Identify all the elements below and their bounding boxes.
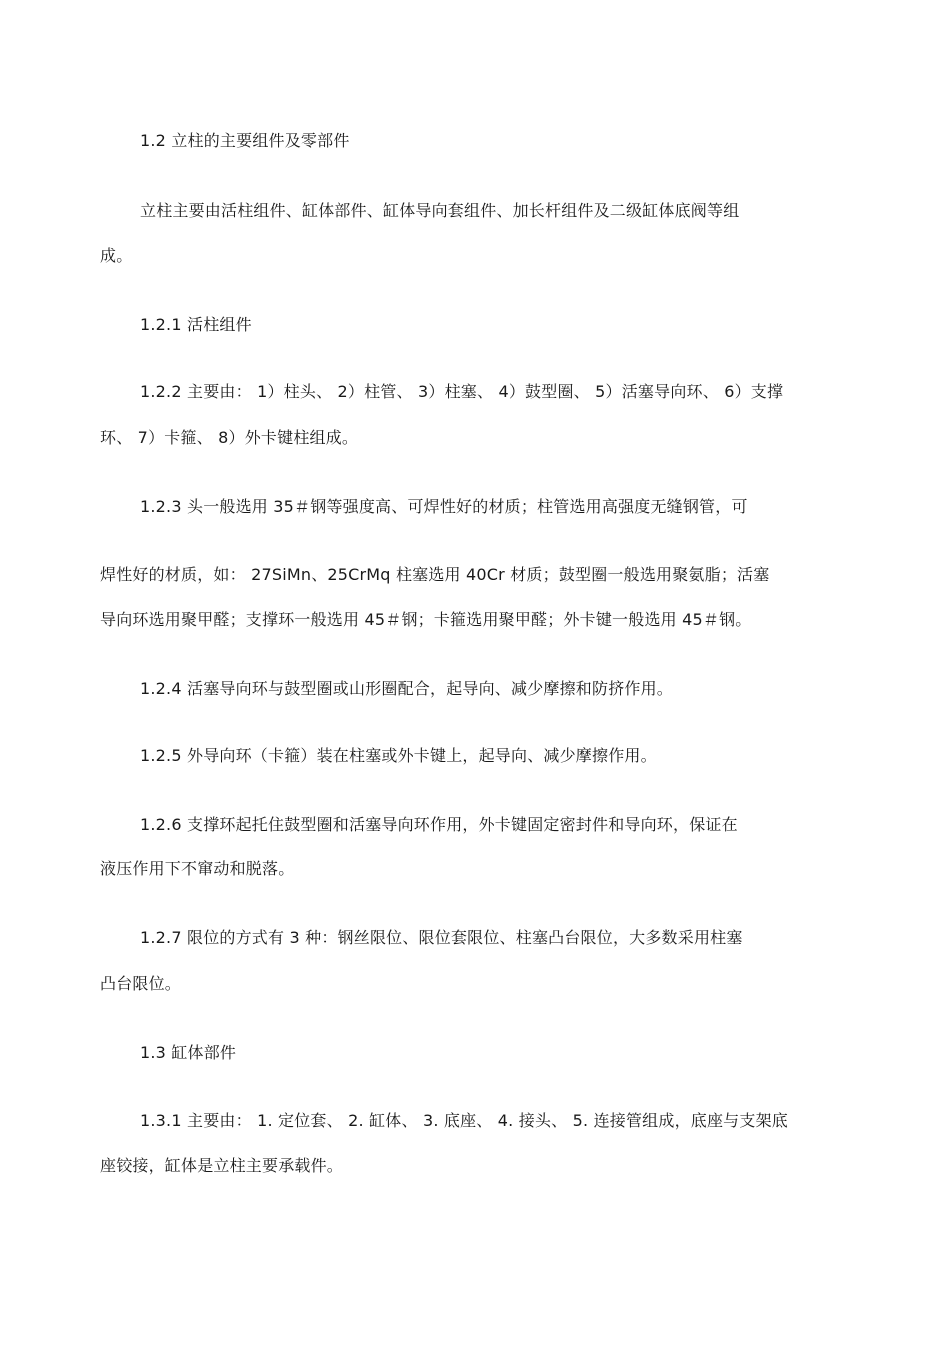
paragraph-line: 凸台限位。 xyxy=(100,974,182,993)
paragraph-line: 1.2.4 活塞导向环与鼓型圈或山形圈配合，起导向、减少摩擦和防挤作用。 xyxy=(140,679,673,698)
paragraph-line: 液压作用下不窜动和脱落。 xyxy=(100,859,295,878)
paragraph-line: 成。 xyxy=(100,246,133,265)
section-heading-1-2-1: 1.2.1 活柱组件 xyxy=(140,315,252,334)
paragraph-line: 1.3.1 主要由： 1. 定位套、 2. 缸体、 3. 底座、 4. 接头、 5. 连接管组成，底座与支架底 xyxy=(140,1111,788,1130)
paragraph-line: 座铰接，缸体是立柱主要承载件。 xyxy=(100,1156,344,1175)
section-heading-1-3: 1.3 缸体部件 xyxy=(140,1043,237,1062)
paragraph-line: 1.2.7 限位的方式有 3 种：钢丝限位、限位套限位、柱塞凸台限位，大多数采用柱塞 xyxy=(140,928,743,947)
paragraph-line: 1.2.6 支撑环起托住鼓型圈和活塞导向环作用，外卡键固定密封件和导向环，保证在 xyxy=(140,815,738,834)
section-heading-1-2: 1.2 立柱的主要组件及零部件 xyxy=(140,131,350,150)
paragraph-line: 导向环选用聚甲醛；支撑环一般选用 45＃钢；卡箍选用聚甲醛；外卡键一般选用 45＃钢。 xyxy=(100,610,752,629)
paragraph-line: 焊性好的材质，如： 27SiMn、25CrMq 柱塞选用 40Cr 材质；鼓型圈一般选用聚氨脂；活塞 xyxy=(100,565,770,584)
paragraph-line: 1.2.5 外导向环（卡箍）装在柱塞或外卡键上，起导向、减少摩擦作用。 xyxy=(140,746,657,765)
paragraph-line: 1.2.3 头一般选用 35＃钢等强度高、可焊性好的材质；柱管选用高强度无缝钢管，可 xyxy=(140,497,748,516)
paragraph-line: 1.2.2 主要由： 1）柱头、 2）柱管、 3）柱塞、 4）鼓型圈、 5）活塞导向环、 6）支撑 xyxy=(140,382,784,401)
paragraph-line: 环、 7）卡箍、 8）外卡键柱组成。 xyxy=(100,428,359,447)
paragraph-line: 立柱主要由活柱组件、缸体部件、缸体导向套组件、加长杆组件及二级缸体底阀等组 xyxy=(140,201,740,220)
